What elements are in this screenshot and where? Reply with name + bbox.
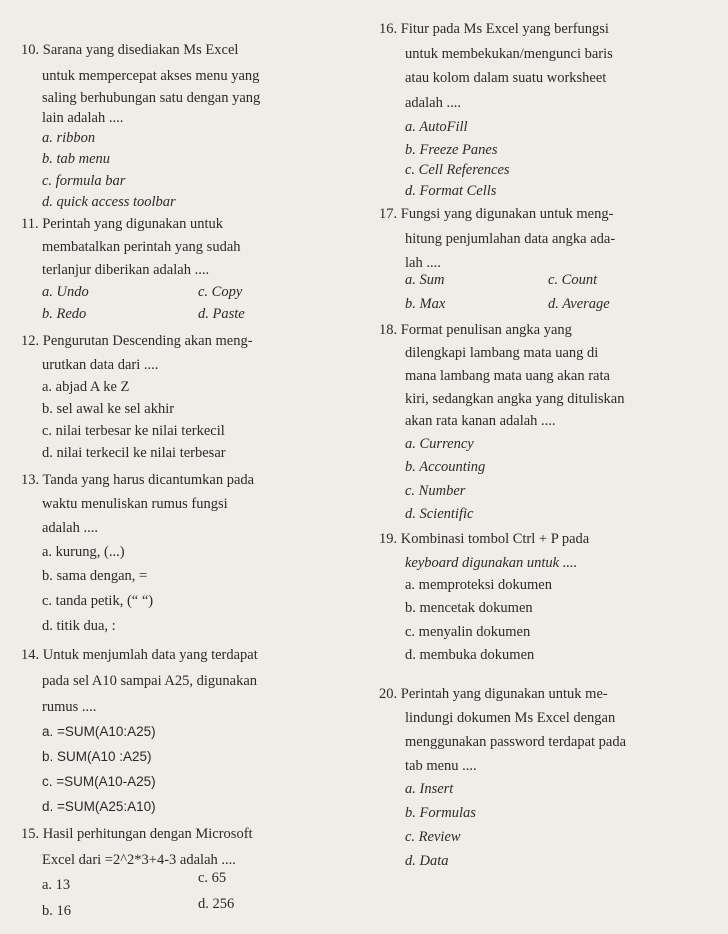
- q20-stem-line3: menggunakan password terdapat pada: [405, 734, 627, 750]
- q15-option-a: a. 13: [42, 877, 71, 893]
- q13-stem-line3: adalah ....: [42, 520, 98, 536]
- q19-stem-line1: 19. Kombinasi tombol Ctrl + P pada: [379, 531, 590, 547]
- q19-option-a: a. memproteksi dokumen: [405, 577, 552, 593]
- q16-option-c: c. Cell References: [405, 162, 510, 178]
- q12-option-b: b. sel awal ke sel akhir: [42, 401, 175, 417]
- q20-stem-line2: lindungi dokumen Ms Excel dengan: [405, 710, 616, 726]
- q12-stem-line2: urutkan data dari ....: [42, 357, 159, 373]
- q10-option-c: c. formula bar: [42, 173, 126, 189]
- q20-option-d: d. Data: [405, 853, 449, 869]
- q17-option-a: a. Sum: [405, 272, 445, 288]
- q20-option-c: c. Review: [405, 829, 461, 845]
- q19-option-d: d. membuka dokumen: [405, 647, 535, 663]
- q16-stem-line2: untuk membekukan/mengunci baris: [405, 46, 613, 62]
- q17-stem-line2: hitung penjumlahan data angka ada-: [405, 231, 616, 247]
- q15-stem-line2: Excel dari =2^2*3+4-3 adalah ....: [42, 852, 236, 868]
- q16-stem-line3: atau kolom dalam suatu worksheet: [405, 70, 607, 86]
- q13-option-c: c. tanda petik, (“ “): [42, 593, 154, 609]
- q10-option-a: a. ribbon: [42, 130, 96, 146]
- q14-stem-line2: pada sel A10 sampai A25, digunakan: [42, 673, 258, 689]
- q14-option-d: d. =SUM(A25:A10): [42, 799, 156, 814]
- q14-stem-line3: rumus ....: [42, 699, 97, 715]
- q15-option-b: b. 16: [42, 903, 71, 919]
- q17-option-d: d. Average: [548, 296, 610, 312]
- q12-option-d: d. nilai terkecil ke nilai terbesar: [42, 445, 226, 461]
- q12-stem-line1: 12. Pengurutan Descending akan meng-: [21, 333, 253, 349]
- q18-option-d: d. Scientific: [405, 506, 474, 522]
- q14-option-c: c. =SUM(A10-A25): [42, 774, 156, 789]
- q13-option-b: b. sama dengan, =: [42, 568, 148, 584]
- q14-option-a: a. =SUM(A10:A25): [42, 724, 156, 739]
- q11-option-b: b. Redo: [42, 306, 87, 322]
- q20-option-a: a. Insert: [405, 781, 454, 797]
- q18-stem-line1: 18. Format penulisan angka yang: [379, 322, 572, 338]
- q13-option-d: d. titik dua, :: [42, 618, 116, 634]
- q15-option-c: c. 65: [198, 870, 227, 886]
- q11-stem-line1: 11. Perintah yang digunakan untuk: [21, 216, 224, 232]
- q19-option-b: b. mencetak dokumen: [405, 600, 533, 616]
- q13-option-a: a. kurung, (...): [42, 544, 125, 560]
- q11-stem-line3: terlanjur diberikan adalah ....: [42, 262, 210, 278]
- q11-stem-line2: membatalkan perintah yang sudah: [42, 239, 241, 255]
- q16-option-b: b. Freeze Panes: [405, 142, 498, 158]
- q16-option-d: d. Format Cells: [405, 183, 497, 199]
- q15-stem-line1: 15. Hasil perhitungan dengan Microsoft: [21, 826, 253, 842]
- q10-stem-line3: saling berhubungan satu dengan yang: [42, 90, 261, 106]
- q16-stem-line4: adalah ....: [405, 95, 461, 111]
- q13-stem-line1: 13. Tanda yang harus dicantumkan pada: [21, 472, 255, 488]
- q18-option-b: b. Accounting: [405, 459, 486, 475]
- q12-option-c: c. nilai terbesar ke nilai terkecil: [42, 423, 225, 439]
- q10-option-d: d. quick access toolbar: [42, 194, 176, 210]
- q15-option-d: d. 256: [198, 896, 235, 912]
- q17-stem-line1: 17. Fungsi yang digunakan untuk meng-: [379, 206, 614, 222]
- q20-stem-line4: tab menu ....: [405, 758, 477, 774]
- q18-stem-line4: kiri, sedangkan angka yang dituliskan: [405, 391, 625, 407]
- q10-stem-line1: 10. Sarana yang disediakan Ms Excel: [21, 42, 239, 58]
- q18-stem-line5: akan rata kanan adalah ....: [405, 413, 556, 429]
- q11-option-d: d. Paste: [198, 306, 245, 322]
- q18-stem-line3: mana lambang mata uang akan rata: [405, 368, 610, 384]
- q18-stem-line2: dilengkapi lambang mata uang di: [405, 345, 599, 361]
- q14-stem-line1: 14. Untuk menjumlah data yang terdapat: [21, 647, 258, 663]
- q17-option-c: c. Count: [548, 272, 598, 288]
- q18-option-a: a. Currency: [405, 436, 474, 452]
- q10-stem-line4: lain adalah ....: [42, 110, 124, 126]
- q10-stem-line2: untuk mempercepat akses menu yang: [42, 68, 260, 84]
- q16-stem-line1: 16. Fitur pada Ms Excel yang berfungsi: [379, 21, 609, 37]
- q12-option-a: a. abjad A ke Z: [42, 379, 130, 395]
- q11-option-c: c. Copy: [198, 284, 243, 300]
- q10-option-b: b. tab menu: [42, 151, 111, 167]
- q11-option-a: a. Undo: [42, 284, 89, 300]
- q19-option-c: c. menyalin dokumen: [405, 624, 531, 640]
- q14-option-b: b. SUM(A10 :A25): [42, 749, 152, 764]
- q20-option-b: b. Formulas: [405, 805, 476, 821]
- q18-option-c: c. Number: [405, 483, 466, 499]
- q13-stem-line2: waktu menuliskan rumus fungsi: [42, 496, 228, 512]
- q20-stem-line1: 20. Perintah yang digunakan untuk me-: [379, 686, 608, 702]
- q19-stem-line2: keyboard digunakan untuk ....: [405, 555, 578, 571]
- q17-option-b: b. Max: [405, 296, 446, 312]
- q16-option-a: a. AutoFill: [405, 119, 468, 135]
- q17-stem-line3: lah ....: [405, 255, 441, 271]
